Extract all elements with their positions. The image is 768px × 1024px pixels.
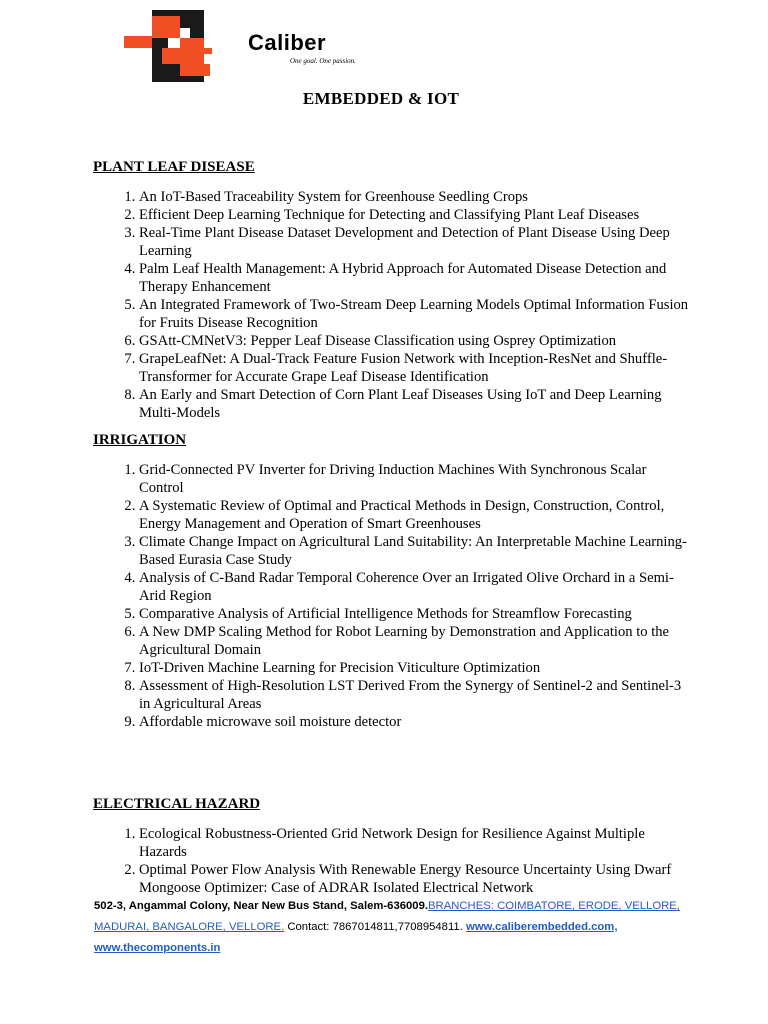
footer-branches-link[interactable]: BRANCHES: COIMBATORE, ERODE, VELLORE, MADURAI, BANGALORE, VELLORE. (94, 900, 680, 933)
list-item: 8. Assessment of High-Resolution LST Derived From the Synergy of Sentinel-2 and Sentinel-3 in Agricultural Areas (139, 677, 693, 713)
list-item: 1. Grid-Connected PV Inverter for Driving Induction Machines With Synchronous Scalar Control (139, 461, 693, 497)
list-item: 2. Efficient Deep Learning Technique for Detecting and Classifying Plant Leaf Diseases (139, 206, 693, 224)
list-item: 9. Affordable microwave soil moisture detector (139, 713, 693, 731)
list-item: 6. A New DMP Scaling Method for Robot Learning by Demonstration and Application to the Agricultural Domain (139, 623, 693, 659)
caliber-logo-mark-icon (122, 8, 252, 84)
brand-name: Caliber (248, 30, 327, 55)
list-item: 6. GSAtt-CMNetV3: Pepper Leaf Disease Classification using Osprey Optimization (139, 332, 693, 350)
components-website-link[interactable]: www.thecomponents.in (94, 942, 221, 954)
footer-address: 502-3, Angammal Colony, Near New Bus Stand, Salem-636009. (94, 900, 429, 912)
topic-list (93, 825, 693, 897)
list-item: 2. Optimal Power Flow Analysis With Renewable Energy Resource Uncertainty Using Dwarf Mongoose Optimizer: Case of ADRAR Isolated Electrical Network (139, 861, 693, 897)
page-title: EMBEDDED & IOT (302, 89, 460, 108)
list-item: 1. An IoT-Based Traceability System for Greenhouse Seedling Crops (139, 188, 693, 206)
section-plant-leaf-disease (93, 158, 693, 422)
footer (94, 896, 684, 959)
section-heading: IRRIGATION (93, 432, 187, 448)
list-item: 3. Climate Change Impact on Agricultural Land Suitability: An Interpretable Machine Learning-Based Eurasia Case Study (139, 533, 693, 569)
list-item: 1. Ecological Robustness-Oriented Grid Network Design for Resilience Against Multiple Hazards (139, 825, 693, 861)
list-item: 5. Comparative Analysis of Artificial Intelligence Methods for Streamflow Forecasting (139, 605, 693, 623)
list-item: 4. Palm Leaf Health Management: A Hybrid Approach for Automated Disease Detection and Therapy Enhancement (139, 260, 693, 296)
section-heading: PLANT LEAF DISEASE (93, 159, 255, 175)
list-item: 3. Real-Time Plant Disease Dataset Development and Detection of Plant Disease Using Deep Learning (139, 224, 693, 260)
website-link[interactable]: www.caliberembedded.com, (465, 921, 618, 933)
list-item: 7. GrapeLeafNet: A Dual-Track Feature Fusion Network with Inception-ResNet and Shuffle-Transformer for Accurate Grape Leaf Disease Identification (139, 350, 693, 386)
section-heading: ELECTRICAL HAZARD (93, 796, 261, 812)
brand-tagline: One goal. One passion. (290, 57, 356, 65)
list-item: 7. IoT-Driven Machine Learning for Precision Viticulture Optimization (139, 659, 693, 677)
section-electrical-hazard (93, 795, 693, 897)
footer-contact: Contact: 7867014811,7708954811. (284, 921, 466, 933)
list-item: 8. An Early and Smart Detection of Corn Plant Leaf Diseases Using IoT and Deep Learning Multi-Models (139, 386, 693, 422)
list-item: 2. A Systematic Review of Optimal and Practical Methods in Design, Construction, Control, Energy Management and Operation of Smart Greenhouses (139, 497, 693, 533)
topic-list (93, 461, 693, 731)
topic-list (93, 188, 693, 422)
list-item: 4. Analysis of C-Band Radar Temporal Coherence Over an Irrigated Olive Orchard in a Semi-Arid Region (139, 569, 693, 605)
list-item: 5. An Integrated Framework of Two-Stream Deep Learning Models Optimal Information Fusion for Fruits Disease Recognition (139, 296, 693, 332)
section-irrigation (93, 431, 693, 731)
